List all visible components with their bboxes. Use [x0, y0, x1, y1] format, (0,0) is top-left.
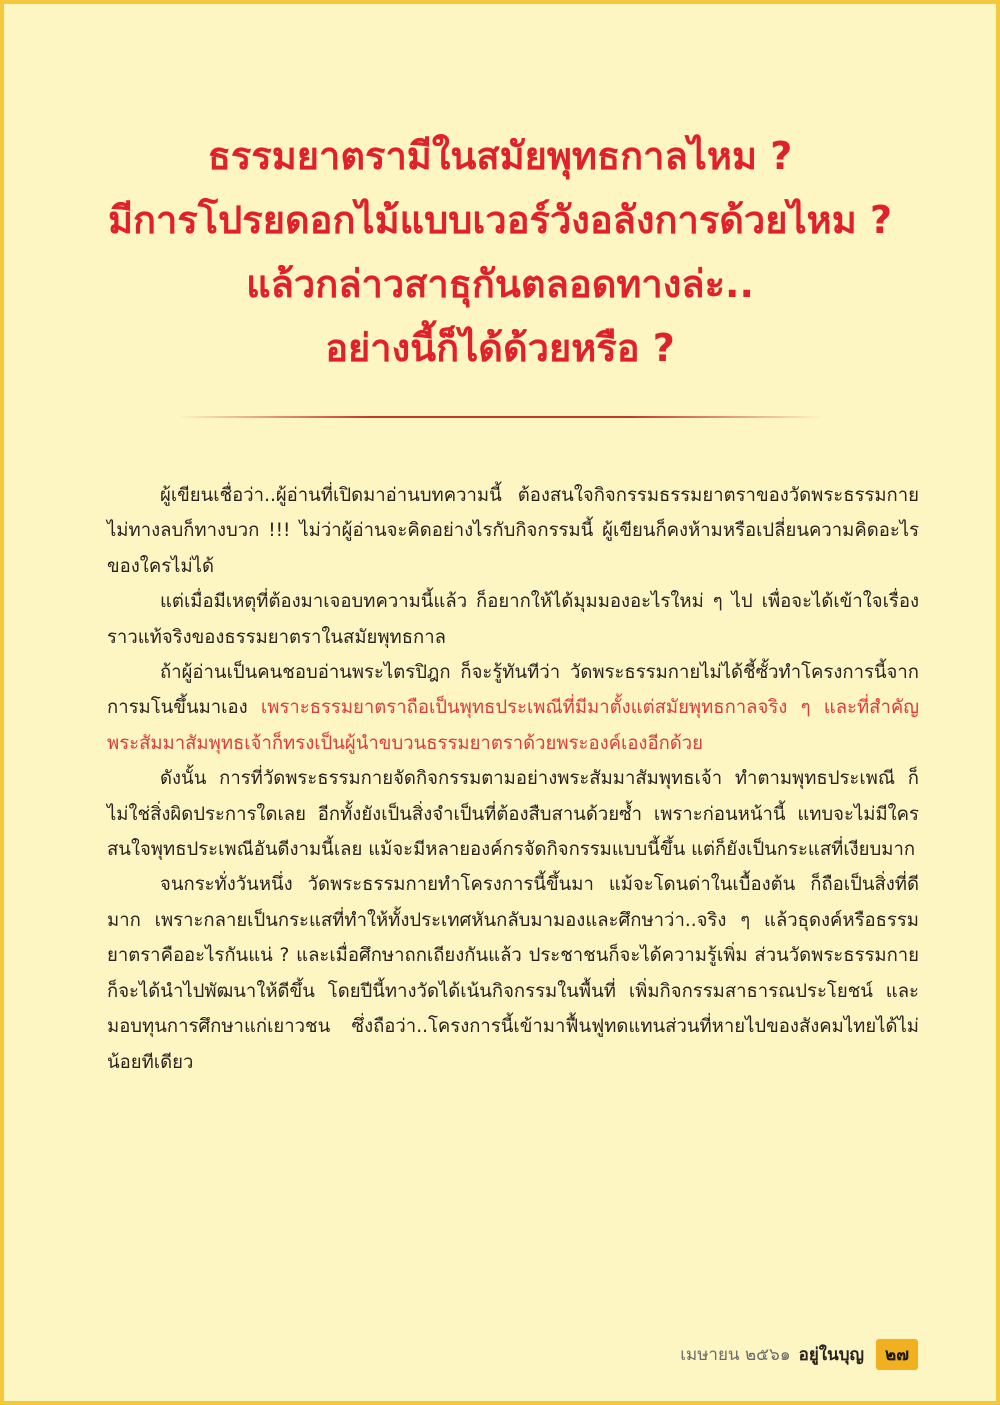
title-line-3: แล้วกล่าวสาธุกันตลอดทางล่ะ.. [246, 262, 754, 306]
title-line-2: มีการโปรยดอกไม้แบบเวอร์วังอลังการด้วยไหม ? [107, 198, 893, 242]
article-body [107, 478, 919, 1080]
title-line-4: อย่างนี้ก็ได้ด้วยหรือ ? [325, 326, 675, 370]
title-divider [178, 416, 822, 418]
paragraph-5: จนกระทั่งวันหนึ่ง วัดพระธรรมกายทำโครงการนี้ขึ้นมา แม้จะโดนด่าในเบื้องต้น ก็ถือเป็นสิ่งที่ดีมาก เพราะกลายเป็นกระแสที่ทำให้ทั้งประเทศหันกลับมามองและศึกษาว่า..จริง ๆ แล้วธุดงค์หรือธรรมยาตราคืออะไรกันแน่ ? และเมื่อศึกษาถกเถียงกันแล้ว ประชาชนก็จะได้ความรู้เพิ่ม ส่วนวัดพระธรรมกายก็จะได้นำไปพัฒนาให้ดีขึ้น โดยปีนี้ทางวัดได้เน้นกิจกรรมในพื้นที่ เพิ่มกิจกรรมสาธารณประโยชน์ และมอบทุนการศึกษาแก่เยาวชน ซึ่งถือว่า..โครงการนี้เข้ามาฟื้นฟูทดแทนส่วนที่หายไปของสังคมไทยได้ไม่น้อยทีเดียว [107, 874, 919, 1073]
article-title [0, 124, 1000, 380]
paragraph-4: ดังนั้น การที่วัดพระธรรมกายจัดกิจกรรมตามอย่างพระสัมมาสัมพุทธเจ้า ทำตามพุทธประเพณี ก็ไม่ใช่สิ่งผิดประการใดเลย อีกทั้งยังเป็นสิ่งจำเป็นที่ต้องสืบสานด้วยซ้ำ เพราะก่อนหน้านี้ แทบจะไม่มีใครสนใจพุทธประเพณีอันดีงามนี้เลย แม้จะมีหลายองค์กรจัดกิจกรรมแบบนี้ขึ้น แต่ก็ยังเป็นกระแสที่เงียบมาก [107, 768, 919, 861]
paragraph-3-highlight: เพราะธรรมยาตราถือเป็นพุทธประเพณีที่มีมาตั้งแต่สมัยพุทธกาลจริง ๆ และที่สำคัญ พระสัมมาสัมพุทธเจ้าก็ทรงเป็นผู้นำขบวนธรรมยาตราด้วยพระองค์เองอีกด้วย [107, 697, 919, 754]
paragraph-2: แต่เมื่อมีเหตุที่ต้องมาเจอบทความนี้แล้ว ก็อยากให้ได้มุมมองอะไรใหม่ ๆ ไป เพื่อจะได้เข้าใจเรื่องราวแท้จริงของธรรมยาตราในสมัยพุทธกาล [107, 591, 919, 648]
paragraph-3 [107, 655, 919, 761]
paragraph-1: ผู้เขียนเชื่อว่า..ผู้อ่านที่เปิดมาอ่านบทความนี้ ต้องสนใจกิจกรรมธรรมยาตราของวัดพระธรรมกายไม่ทางลบก็ทางบวก !!! ไม่ว่าผู้อ่านจะคิดอย่างไรกับกิจกรรมนี้ ผู้เขียนก็คงห้ามหรือเปลี่ยนความคิดอะไรของใครไม่ได้ [107, 485, 919, 577]
title-line-1: ธรรมยาตรามีในสมัยพุทธกาลไหม ? [207, 134, 793, 178]
issue-date: เมษายน ๒๕๖๑ [680, 1344, 791, 1365]
magazine-name: อยู่ในบุญ [798, 1344, 864, 1365]
paragraph-3-text: ถ้าผู้อ่านเป็นคนชอบอ่านพระไตรปิฎก ก็จะรู้ทันทีว่า วัดพระธรรมกายไม่ได้ชี้ซั้วทำโครงการนี้จากการมโนขึ้นมาเอง [107, 662, 919, 719]
page-footer [680, 1339, 918, 1369]
page-number-badge: ๒๗ [876, 1339, 918, 1370]
